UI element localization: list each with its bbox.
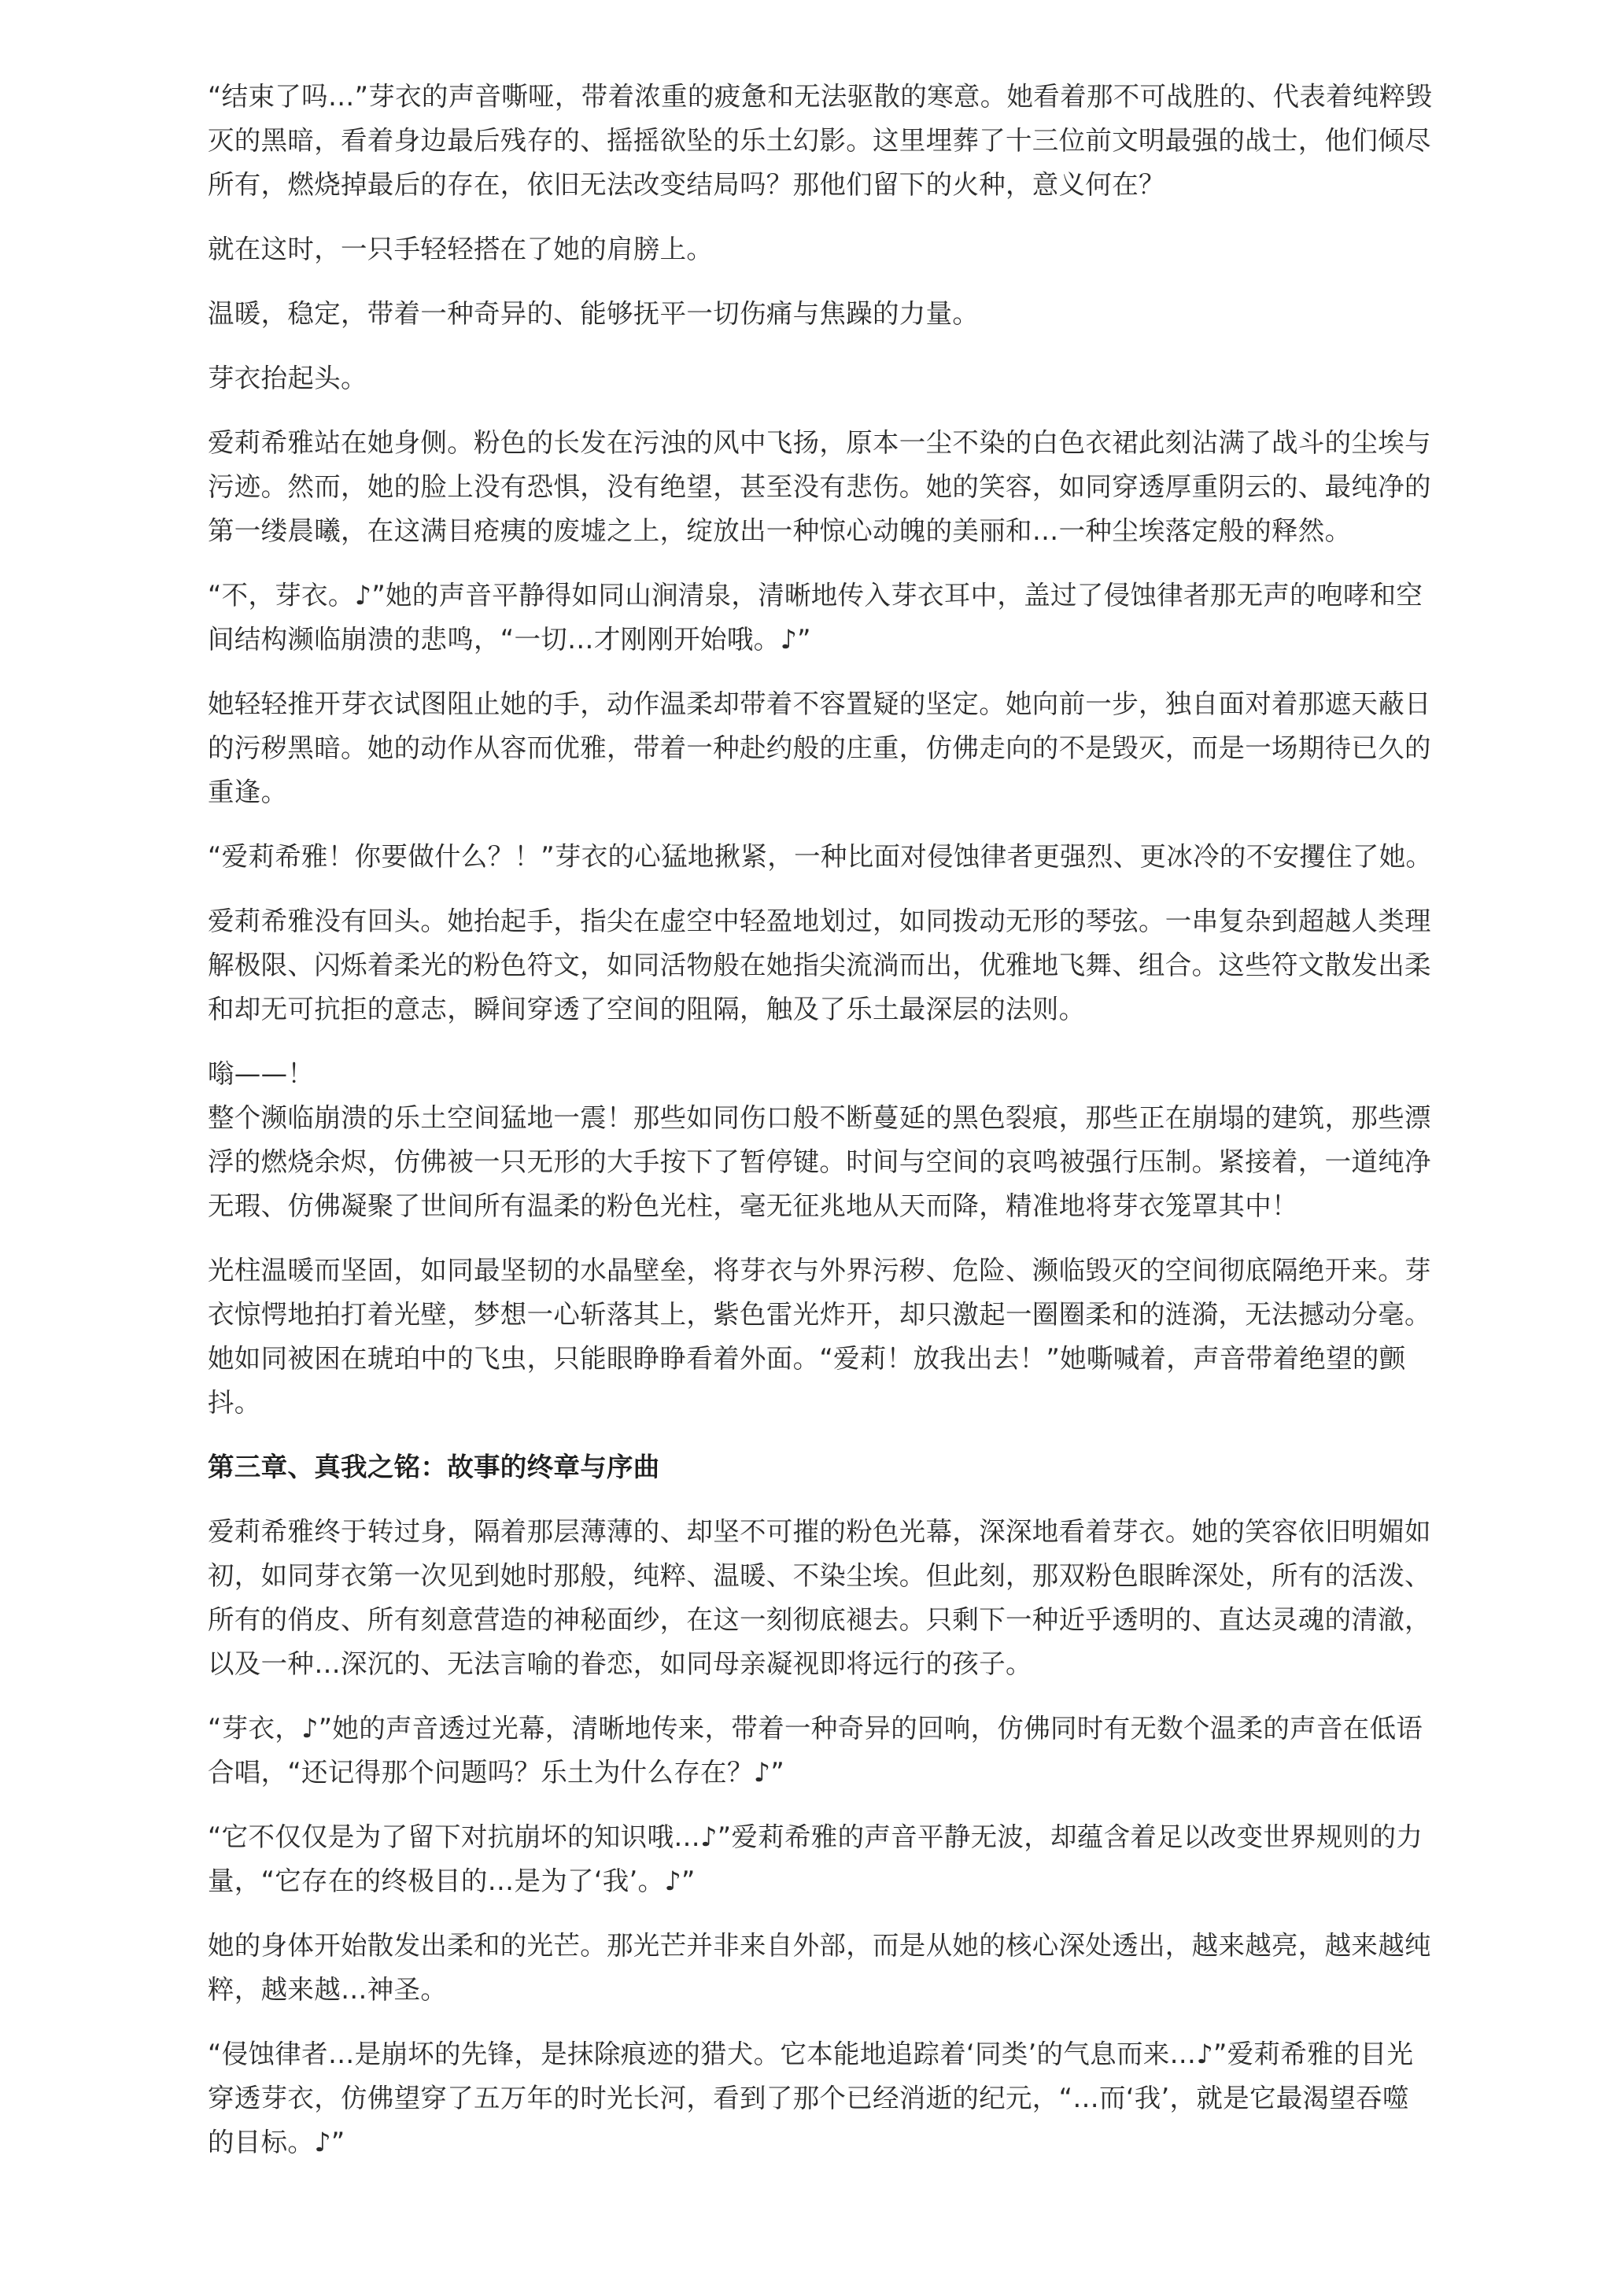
paragraph: 爱莉希雅没有回头。她抬起手，指尖在虚空中轻盈地划过，如同拨动无形的琴弦。一串复杂到超越人类理解极限、闪烁着柔光的粉色符文，如同活物般在她指尖流淌而出，优雅地飞舞、组合。这些符文散发出柔和却无可抗拒的意志，瞬间穿透了空间的阻隔，触及了乐土最深层的法则。 — [208, 906, 1431, 1024]
paragraph: 芽衣抬起头。 — [208, 363, 367, 393]
sound-effect-line: 嗡——！ — [208, 1058, 315, 1089]
chapter-heading: 第三章、真我之铭：故事的终章与序曲 — [208, 1452, 660, 1482]
paragraph: “它不仅仅是为了留下对抗崩坏的知识哦…♪”爱莉希雅的声音平静无波，却蕴含着足以改变世界规则的力量，“它存在的终极目的…是为了‘我’。♪” — [208, 1821, 1423, 1896]
paragraph: 整个濒临崩溃的乐土空间猛地一震！那些如同伤口般不断蔓延的黑色裂痕，那些正在崩塌的建筑，那些漂浮的燃烧余烬，仿佛被一只无形的大手按下了暂停键。时间与空间的哀鸣被强行压制。紧接着，一道纯净无瑕、仿佛凝聚了世间所有温柔的粉色光柱，毫无征兆地从天而降，精准地将芽衣笼罩其中！ — [208, 1102, 1431, 1221]
paragraph: “爱莉希雅！你要做什么？！”芽衣的心猛地揪紧，一种比面对侵蚀律者更强烈、更冰冷的不安攫住了她。 — [208, 841, 1433, 872]
paragraph: “侵蚀律者…是崩坏的先锋，是抹除痕迹的猎犬。它本能地追踪着‘同类’的气息而来…♪”爱莉希雅的目光穿透芽衣，仿佛望穿了五万年的时光长河，看到了那个已经消逝的纪元，“…而‘我’，就是它最渴望吞噬的目标。♪” — [208, 2039, 1414, 2157]
paragraph: 她的身体开始散发出柔和的光芒。那光芒并非来自外部，而是从她的核心深处透出，越来越亮，越来越纯粹，越来越…神圣。 — [208, 1930, 1431, 2005]
paragraph: “芽衣，♪”她的声音透过光幕，清晰地传来，带着一种奇异的回响，仿佛同时有无数个温柔的声音在低语合唱，“还记得那个问题吗？乐土为什么存在？♪” — [208, 1713, 1423, 1788]
paragraph: 爱莉希雅终于转过身，隔着那层薄薄的、却坚不可摧的粉色光幕，深深地看着芽衣。她的笑容依旧明媚如初，如同芽衣第一次见到她时那般，纯粹、温暖、不染尘埃。但此刻，那双粉色眼眸深处，所有的活泼、所有的俏皮、所有刻意营造的神秘面纱，在这一刻彻底褪去。只剩下一种近乎透明的、直达灵魂的清澈，以及一种…深沉的、无法言喻的眷恋，如同母亲凝视即将远行的孩子。 — [208, 1516, 1431, 1679]
paragraph: “不，芽衣。♪”她的声音平静得如同山涧清泉，清晰地传入芽衣耳中，盖过了侵蚀律者那无声的咆哮和空间结构濒临崩溃的悲鸣，“一切…才刚刚开始哦。♪” — [208, 580, 1423, 655]
paragraph: 爱莉希雅站在她身侧。粉色的长发在污浊的风中飞扬，原本一尘不染的白色衣裙此刻沾满了战斗的尘埃与污迹。然而，她的脸上没有恐惧，没有绝望，甚至没有悲伤。她的笑容，如同穿透厚重阴云的、最纯净的第一缕晨曦，在这满目疮痍的废墟之上，绽放出一种惊心动魄的美丽和…一种尘埃落定般的释然。 — [208, 427, 1431, 546]
paragraph: 就在这时，一只手轻轻搭在了她的肩膀上。 — [208, 234, 714, 264]
paragraph: 她轻轻推开芽衣试图阻止她的手，动作温柔却带着不容置疑的坚定。她向前一步，独自面对着那遮天蔽日的污秽黑暗。她的动作从容而优雅，带着一种赴约般的庄重，仿佛走向的不是毁灭，而是一场期待已久的重逢。 — [208, 688, 1431, 807]
paragraph: “结束了吗…”芽衣的声音嘶哑，带着浓重的疲惫和无法驱散的寒意。她看着那不可战胜的、代表着纯粹毁灭的黑暗，看着身边最后残存的、摇摇欲坠的乐土幻影。这里埋葬了十三位前文明最强的战士，他们倾尽所有，燃烧掉最后的存在，依旧无法改变结局吗？那他们留下的火种，意义何在？ — [208, 81, 1433, 200]
document-page — [208, 75, 1435, 2185]
paragraph: 光柱温暖而坚固，如同最坚韧的水晶壁垒，将芽衣与外界污秽、危险、濒临毁灭的空间彻底隔绝开来。芽衣惊愕地拍打着光壁，梦想一心斩落其上，紫色雷光炸开，却只激起一圈圈柔和的涟漪，无法撼动分毫。她如同被困在琥珀中的飞虫，只能眼睁睁看着外面。“爱莉！放我出去！”她嘶喊着，声音带着绝望的颤抖。 — [208, 1255, 1431, 1418]
paragraph: 温暖，稳定，带着一种奇异的、能够抚平一切伤痛与焦躁的力量。 — [208, 298, 980, 329]
